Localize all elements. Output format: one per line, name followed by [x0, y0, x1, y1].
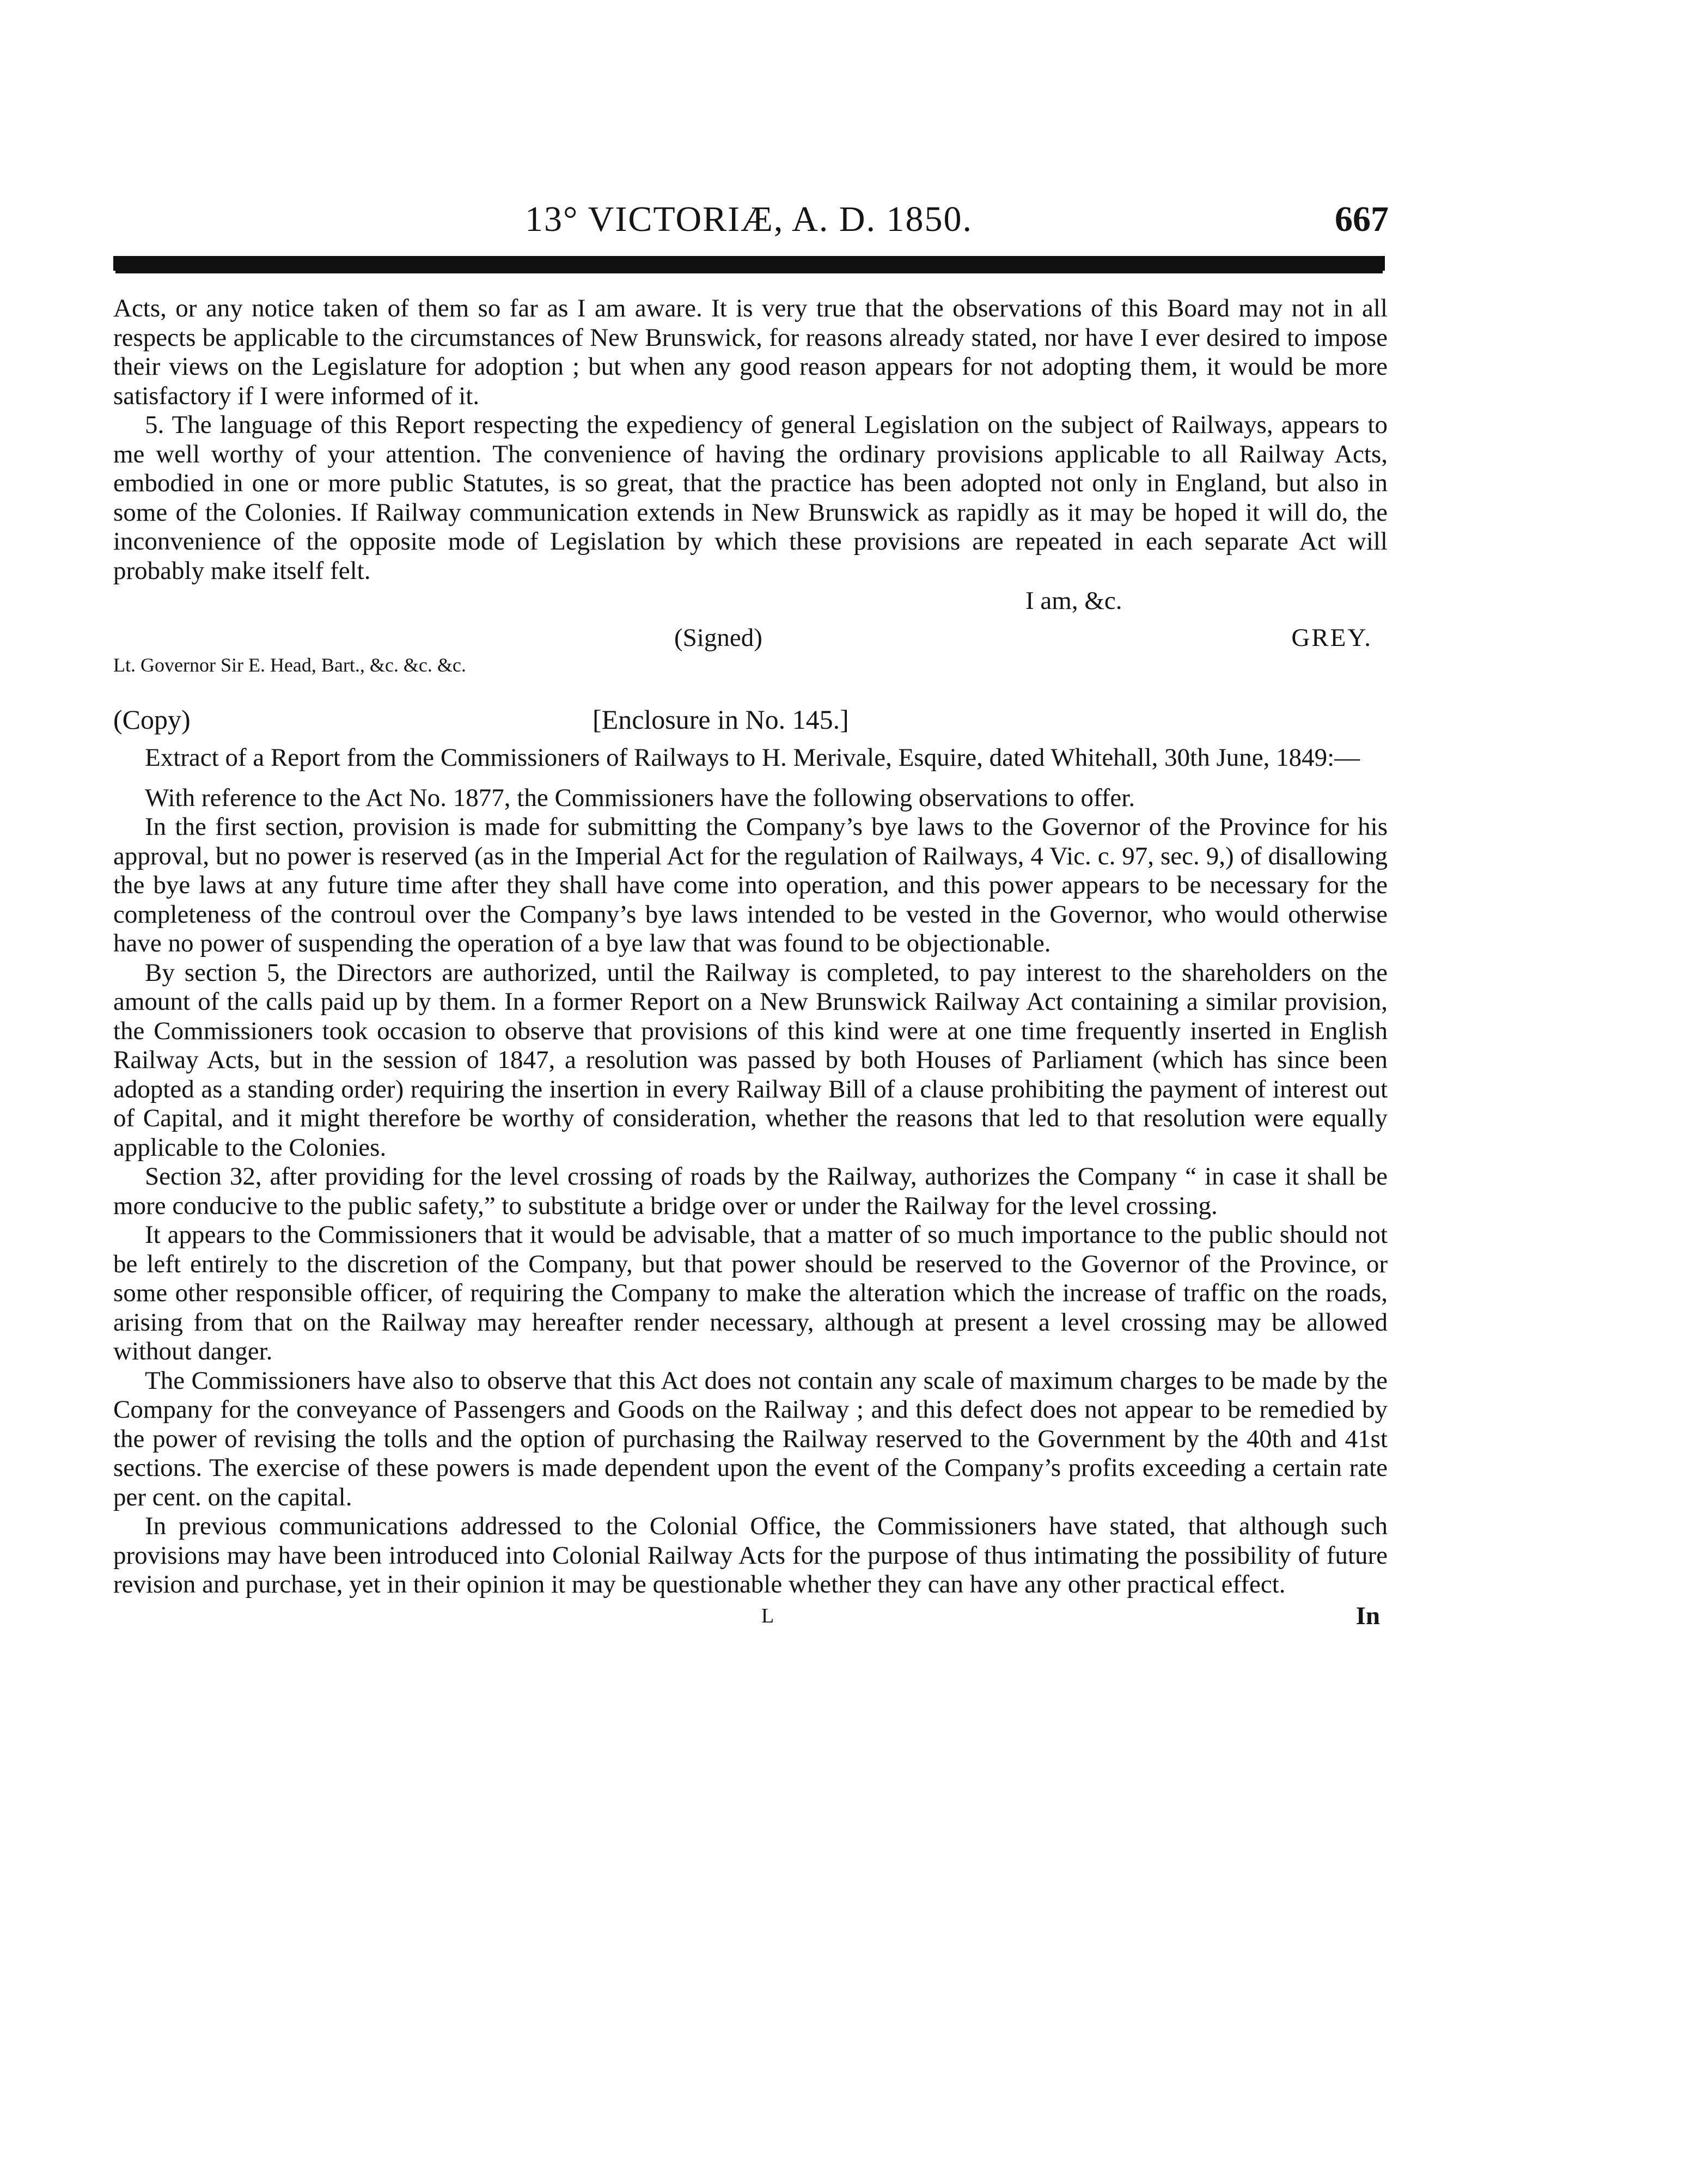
enclosure-paragraph: In the first section, provision is made for submitting the Company’s bye laws to the Governor of the Province for his approval, but no power is reserved (as in the Imperial Act for the regulation of Railways, 4 Vic. c. 97, sec. 9,) of disallowing the bye laws at any future time after they shall have come into operation, and this power appears to be necessary for the completeness of the controul over the Company’s bye laws intended to be vested in the Governor, who would otherwise have no power of suspending the operation of a bye law that was found to be objectionable.	[113, 813, 1388, 957]
letter-paragraph: 5. The language of this Report respecting the expediency of general Legislation on the subject of Railways, appears to me well worthy of your attention. The convenience of having the ordinary provisions applicable to all Railway Acts, embodied in one or more public Statutes, is so great, that the practice has been adopted not only in England, but also in some of the Colonies. If Railway communication extends in New Brunswick as rapidly as it may be hoped it will do, the inconvenience of the opposite mode of Legislation by which these provisions are repeated in each separate Act will probably make itself felt.	[113, 411, 1388, 585]
enclosure-intro: Extract of a Report from the Commissioners of Railways to H. Merivale, Esquire, dated Whitehall, 30th June, 1849:—	[145, 743, 1360, 772]
copy-label: (Copy)	[113, 704, 191, 735]
enclosure-paragraph: Section 32, after providing for the level crossing of roads by the Railway, authorizes the Company “ in case it shall be more conducive to the public safety,” to substitute a bridge over or under the Railway for the level crossing.	[113, 1162, 1388, 1220]
signature-mark: L	[761, 1604, 774, 1627]
page-header	[109, 199, 1389, 248]
spacer	[113, 773, 1388, 784]
signed-label: (Signed)	[674, 624, 762, 652]
letter-closing	[113, 587, 1388, 690]
signer-name: GREY.	[1291, 624, 1372, 652]
enclosure-heading	[113, 694, 1388, 743]
enclosure-paragraph: With reference to the Act No. 1877, the Commissioners have the following observations to offer.	[145, 783, 1135, 812]
page-number: 667	[1335, 199, 1389, 239]
enclosure-title: [Enclosure in No. 145.]	[593, 704, 849, 735]
running-title: 13° VICTORIÆ, A. D. 1850.	[524, 199, 973, 239]
addressee: Lt. Governor Sir E. Head, Bart., &c. &c. &c.	[113, 654, 466, 676]
enclosure-paragraph: The Commissioners have also to observe that this Act does not contain any scale of maximum charges to be made by the Company for the conveyance of Passengers and Goods on the Railway ; and this defect does not appear to be remedied by the power of revising the tolls and the option of purchasing the Railway reserved to the Government by the 40th and 41st sections. The exercise of these powers is made dependent upon the event of the Company’s profits exceeding a certain rate per cent. on the capital.	[113, 1366, 1388, 1511]
enclosure-paragraph: It appears to the Commissioners that it would be advisable, that a matter of so much importance to the public should not be left entirely to the discretion of the Company, but that power should be reserved to the Governor of the Province, or some other responsible officer, of requiring the Company to make the alteration which the increase of traffic on the roads, arising from that on the Railway may hereafter render necessary, although at present a level crossing may be allowed without danger.	[113, 1221, 1388, 1365]
enclosure-paragraph: By section 5, the Directors are authorized, until the Railway is completed, to pay interest to the shareholders on the amount of the calls paid up by them. In a former Report on a New Brunswick Railway Act containing a similar provision, the Commissioners took occasion to observe that provisions of this kind were at one time frequently inserted in English Railway Acts, but in the session of 1847, a resolution was passed by both Houses of Parliament (which has since been adopted as a standing order) requiring the insertion in every Railway Bill of a clause prohibiting the payment of interest out of Capital, and it might therefore be worthy of consideration, whether the reasons that led to that resolution were equally applicable to the Colonies.	[113, 958, 1388, 1162]
page-footer	[113, 1602, 1388, 1634]
letter-paragraph: Acts, or any notice taken of them so far as I am aware. It is very true that the observations of this Board may not in all respects be applicable to the circumstances of New Brunswick, for reasons already stated, nor have I ever desired to impose their views on the Legislature for adoption ; but when any good reason appears for not adopting them, it would be more satisfactory if I were informed of it.	[113, 294, 1388, 410]
complimentary-close: I am, &c.	[1025, 587, 1122, 615]
enclosure-paragraph: In previous communications addressed to the Colonial Office, the Commissioners have stated, that although such provisions may have been introduced into Colonial Railway Acts for the purpose of thus intimating the possibility of future revision and purchase, yet in their opinion it may be questionable whether they can have any other practical effect.	[113, 1512, 1388, 1599]
body-text	[113, 294, 1388, 1634]
catchword: In	[1355, 1601, 1380, 1630]
header-rule	[113, 256, 1385, 271]
